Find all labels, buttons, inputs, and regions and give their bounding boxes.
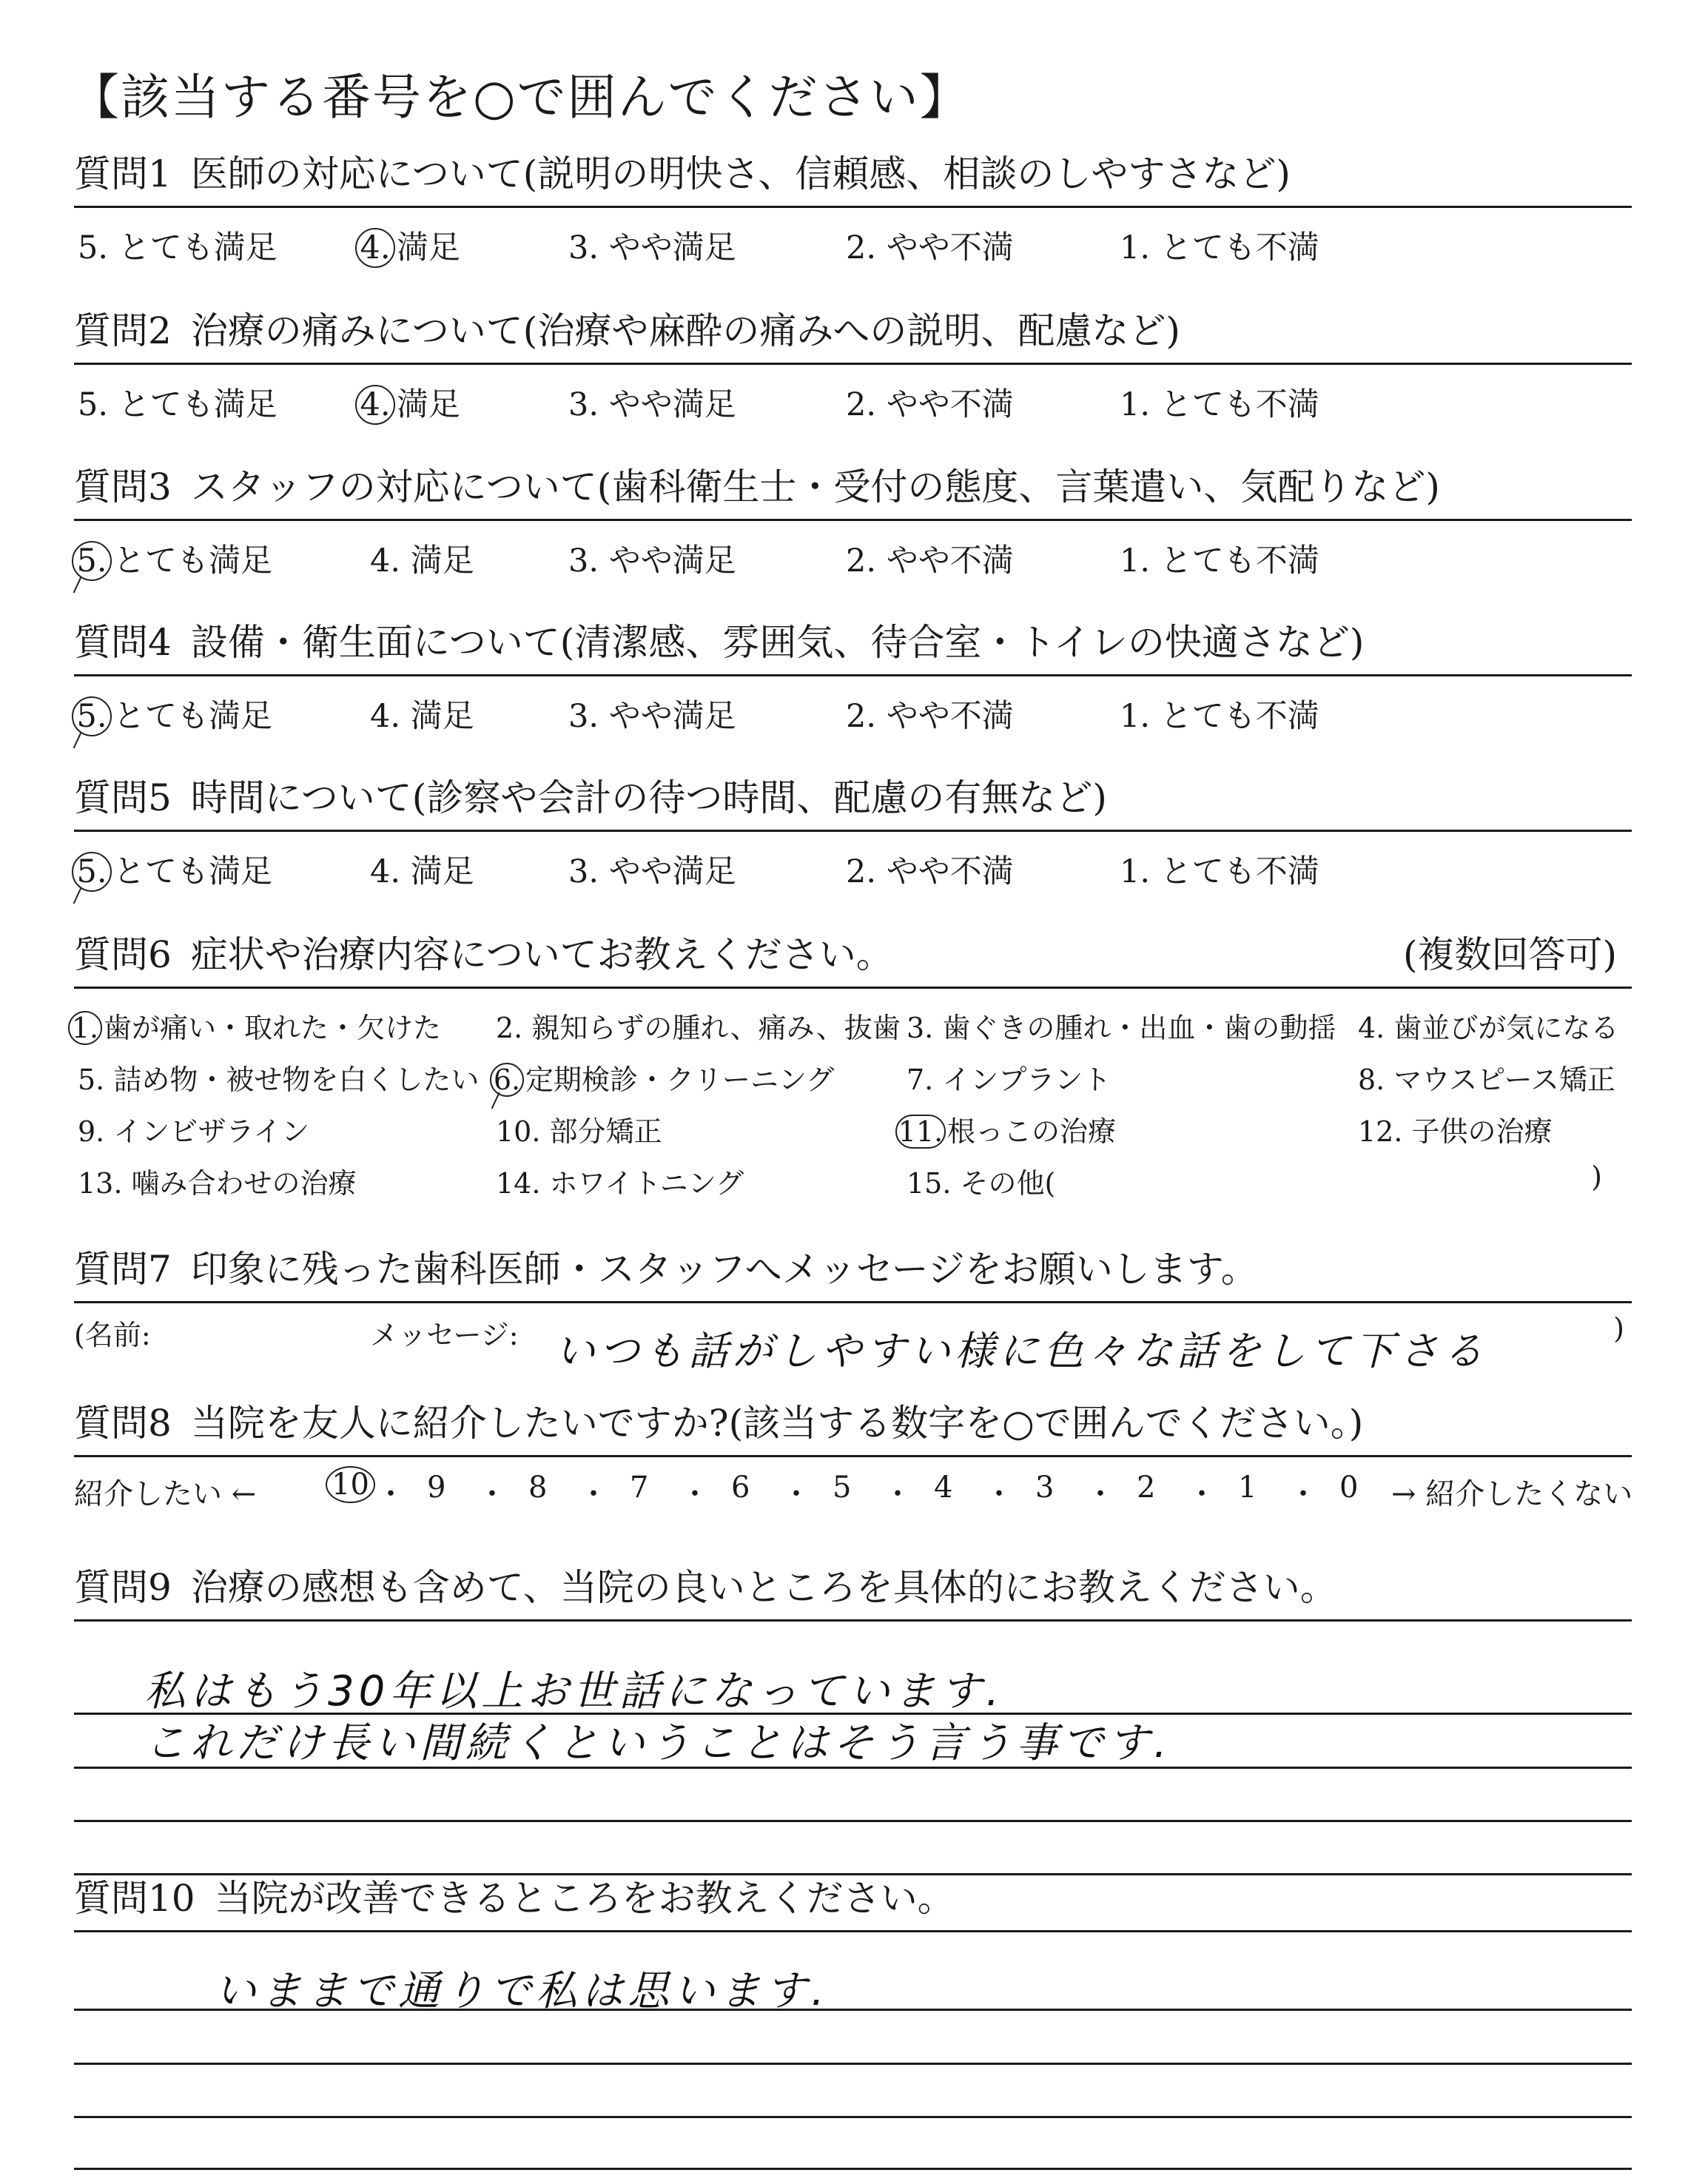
option-3[interactable]: 3. やや満足 xyxy=(568,698,736,735)
item-14[interactable]: 14. ホワイトニング xyxy=(496,1167,744,1200)
answer-circle: 5. xyxy=(72,852,112,892)
item-12[interactable]: 12. 子供の治療 xyxy=(1358,1115,1553,1148)
ruled-line xyxy=(74,2116,1632,2118)
option-3[interactable]: 3. やや満足 xyxy=(568,853,736,890)
item-15-other[interactable]: 15. その他( xyxy=(907,1167,1056,1200)
scale-separator: ・ xyxy=(1288,1477,1318,1511)
question-4-text: 設備・衛生面について(清潔感、雰囲気、待合室・トイレの快適さなど) xyxy=(190,621,1365,664)
question-8 xyxy=(74,1402,1633,1516)
question-3-options xyxy=(74,521,1632,579)
scale-left-label: 紹介したい ← xyxy=(74,1477,257,1511)
scale-separator: ・ xyxy=(1086,1477,1115,1511)
answer-circle: 11. xyxy=(895,1115,946,1149)
option-5[interactable]: 5. とても満足 xyxy=(78,229,278,266)
item-8[interactable]: 8. マウスピース矯正 xyxy=(1358,1064,1615,1096)
scale-value[interactable]: 1 xyxy=(1238,1471,1257,1505)
question-3 xyxy=(74,466,1632,579)
question-7-text: 印象に残った歯科医師・スタッフへメッセージをお願いします。 xyxy=(190,1248,1258,1291)
ruled-line xyxy=(74,2063,1632,2065)
item-2[interactable]: 2. 親知らずの腫れ、痛み、抜歯 xyxy=(496,1012,901,1044)
question-1-text: 医師の対応について(説明の明快さ、信頼感、相談のしやすさなど) xyxy=(190,152,1291,195)
option-4[interactable]: 4. 満足 xyxy=(370,853,474,890)
item-3[interactable]: 3. 歯ぐきの腫れ・出血・歯の動揺 xyxy=(907,1012,1336,1044)
item-label: 根っこの治療 xyxy=(947,1115,1117,1148)
option-1[interactable]: 1. とても不満 xyxy=(1120,386,1319,423)
question-2-number: 質問2 xyxy=(74,309,172,352)
question-3-text: スタッフの対応について(歯科衛生士・受付の態度、言葉遣い、気配りなど) xyxy=(190,466,1440,508)
option-1[interactable]: 1. とても不満 xyxy=(1120,542,1319,579)
question-3-number: 質問3 xyxy=(74,466,172,508)
question-2-text: 治療の痛みについて(治療や麻酔の痛みへの説明、配慮など) xyxy=(190,309,1180,352)
question-2 xyxy=(74,309,1632,423)
question-1-number: 質問1 xyxy=(74,152,172,195)
option-4-selected[interactable] xyxy=(361,223,460,268)
multiple-answer-note: (複数回答可) xyxy=(1402,933,1617,976)
question-7-fields xyxy=(74,1303,1632,1374)
question-8-text: 当院を友人に紹介したいですか?(該当する数字を○で囲んでください。) xyxy=(190,1402,1364,1445)
option-5-selected[interactable] xyxy=(78,536,272,581)
option-3[interactable]: 3. やや満足 xyxy=(568,229,736,266)
option-4[interactable]: 4. 満足 xyxy=(370,542,474,579)
scale-separator: ・ xyxy=(1187,1477,1217,1511)
answer-circle: 4. xyxy=(355,385,395,425)
message-handwritten[interactable]: いつも話がしやすい様に色々な話をして下さる xyxy=(555,1328,1487,1374)
item-label: 定期検診・クリーニング xyxy=(525,1064,835,1096)
option-1[interactable]: 1. とても不満 xyxy=(1120,229,1319,266)
option-4[interactable]: 4. 満足 xyxy=(370,698,474,735)
question-7-number: 質問7 xyxy=(74,1248,172,1291)
answer-circle: 1. xyxy=(68,1011,102,1045)
ruled-line xyxy=(74,1820,1632,1822)
answer-handwritten-line-2: これだけ長い間続くということはそう言う事です. xyxy=(144,1719,1171,1767)
option-1[interactable]: 1. とても不満 xyxy=(1120,853,1319,890)
option-label: とても満足 xyxy=(113,698,272,735)
answer-circle: 5. xyxy=(72,541,112,581)
question-6-text: 症状や治療内容についてお教えください。 xyxy=(190,933,893,976)
item-4[interactable]: 4. 歯並びが気になる xyxy=(1358,1012,1619,1044)
recommendation-scale xyxy=(74,1457,1632,1516)
question-5-options xyxy=(74,832,1632,890)
scale-value[interactable]: 9 xyxy=(427,1471,446,1505)
item-10[interactable]: 10. 部分矯正 xyxy=(496,1115,662,1148)
option-5-selected[interactable] xyxy=(78,847,272,892)
question-10-header xyxy=(74,1877,1632,1932)
scale-separator: ・ xyxy=(376,1477,406,1511)
scale-value[interactable]: 0 xyxy=(1339,1471,1359,1505)
question-7-header xyxy=(74,1248,1632,1303)
question-6-options xyxy=(71,989,1632,1211)
option-2[interactable]: 2. やや不満 xyxy=(846,229,1014,266)
question-6 xyxy=(71,933,1632,1211)
option-2[interactable]: 2. やや不満 xyxy=(846,386,1014,423)
item-1-selected[interactable] xyxy=(71,1005,442,1046)
answer-circle: 4. xyxy=(355,228,395,268)
scale-value[interactable]: 3 xyxy=(1035,1471,1055,1505)
question-6-header xyxy=(74,933,1632,989)
option-4-selected[interactable] xyxy=(361,380,460,425)
item-15-close: ) xyxy=(1591,1160,1602,1193)
option-2[interactable]: 2. やや不満 xyxy=(846,853,1014,890)
question-2-header xyxy=(74,309,1632,365)
question-9-header xyxy=(74,1566,1632,1622)
item-label: 歯が痛い・取れた・欠けた xyxy=(104,1012,442,1044)
question-5-text: 時間について(診察や会計の待つ時間、配慮の有無など) xyxy=(190,776,1107,819)
item-6-selected[interactable] xyxy=(493,1057,835,1098)
question-4-number: 質問4 xyxy=(74,621,172,664)
question-3-header xyxy=(74,468,1632,521)
question-4-options xyxy=(74,676,1632,735)
question-5-number: 質問5 xyxy=(74,776,172,819)
question-4-header xyxy=(74,621,1632,676)
item-5[interactable]: 5. 詰め物・被せ物を白くしたい xyxy=(78,1064,480,1096)
answer-handwritten-line-1: 私はもう30年以上お世話になっています. xyxy=(144,1667,1004,1716)
scale-separator: ・ xyxy=(984,1477,1014,1511)
message-close: ) xyxy=(1613,1312,1624,1345)
scale-value[interactable]: 6 xyxy=(731,1471,750,1505)
scale-separator: ・ xyxy=(477,1477,507,1511)
option-label: 満足 xyxy=(397,229,460,266)
scale-separator: ・ xyxy=(883,1477,912,1511)
message-label: メッセージ: xyxy=(370,1319,519,1351)
answer-circle: 5. xyxy=(72,696,112,736)
question-8-header xyxy=(74,1402,1632,1457)
question-5-header xyxy=(74,776,1632,832)
question-7 xyxy=(74,1248,1632,1374)
question-6-number: 質問6 xyxy=(74,933,172,976)
question-1-options xyxy=(74,208,1632,266)
question-5 xyxy=(74,776,1632,890)
page-title: 【該当する番号を○で囲んでください】 xyxy=(70,69,970,126)
scale-value[interactable]: 4 xyxy=(934,1471,953,1505)
scale-value[interactable]: 8 xyxy=(528,1471,548,1505)
option-3[interactable]: 3. やや満足 xyxy=(568,386,736,423)
scale-right-label: → 紹介したくない xyxy=(1391,1477,1633,1511)
question-10 xyxy=(74,1877,1632,2184)
scale-separator: ・ xyxy=(680,1477,710,1511)
question-1 xyxy=(74,152,1632,266)
question-9-text: 治療の感想も含めて、当院の良いところを具体的にお教えください。 xyxy=(190,1566,1337,1609)
item-13[interactable]: 13. 噛み合わせの治療 xyxy=(78,1167,357,1200)
option-label: とても満足 xyxy=(113,542,272,579)
scale-value-selected[interactable]: 10 xyxy=(326,1466,375,1503)
ruled-line xyxy=(74,2168,1632,2170)
option-1[interactable]: 1. とても不満 xyxy=(1120,698,1319,735)
question-1-header xyxy=(74,152,1632,208)
item-7[interactable]: 7. インプラント xyxy=(907,1064,1112,1096)
scale-separator: ・ xyxy=(781,1477,811,1511)
item-9[interactable]: 9. インビザライン xyxy=(78,1115,310,1148)
name-label: (名前: xyxy=(74,1319,151,1351)
question-10-answer-area[interactable] xyxy=(74,1932,1632,2184)
scale-separator: ・ xyxy=(579,1477,608,1511)
question-2-options xyxy=(74,365,1632,423)
ruled-line xyxy=(74,1873,1632,1875)
scale-value[interactable]: 7 xyxy=(630,1471,649,1505)
scale-value[interactable]: 5 xyxy=(833,1471,852,1505)
option-2[interactable]: 2. やや不満 xyxy=(846,698,1014,735)
answer-handwritten-line-1: いままで通りで私は思います. xyxy=(215,1967,829,2015)
answer-circle: 6. xyxy=(490,1063,524,1097)
option-2[interactable]: 2. やや不満 xyxy=(846,542,1014,579)
item-11-selected[interactable] xyxy=(898,1109,1117,1149)
question-9-number: 質問9 xyxy=(74,1566,172,1609)
option-5[interactable]: 5. とても満足 xyxy=(78,386,278,423)
option-5-selected[interactable] xyxy=(78,691,272,736)
question-8-number: 質問8 xyxy=(74,1402,172,1445)
question-10-number: 質問10 xyxy=(74,1877,195,1920)
scale-value[interactable]: 2 xyxy=(1137,1471,1156,1505)
option-3[interactable]: 3. やや満足 xyxy=(568,542,736,579)
option-label: とても満足 xyxy=(113,853,272,890)
option-label: 満足 xyxy=(397,386,460,423)
question-10-text: 当院が改善できるところをお教えください。 xyxy=(214,1877,955,1920)
question-4 xyxy=(74,621,1632,735)
